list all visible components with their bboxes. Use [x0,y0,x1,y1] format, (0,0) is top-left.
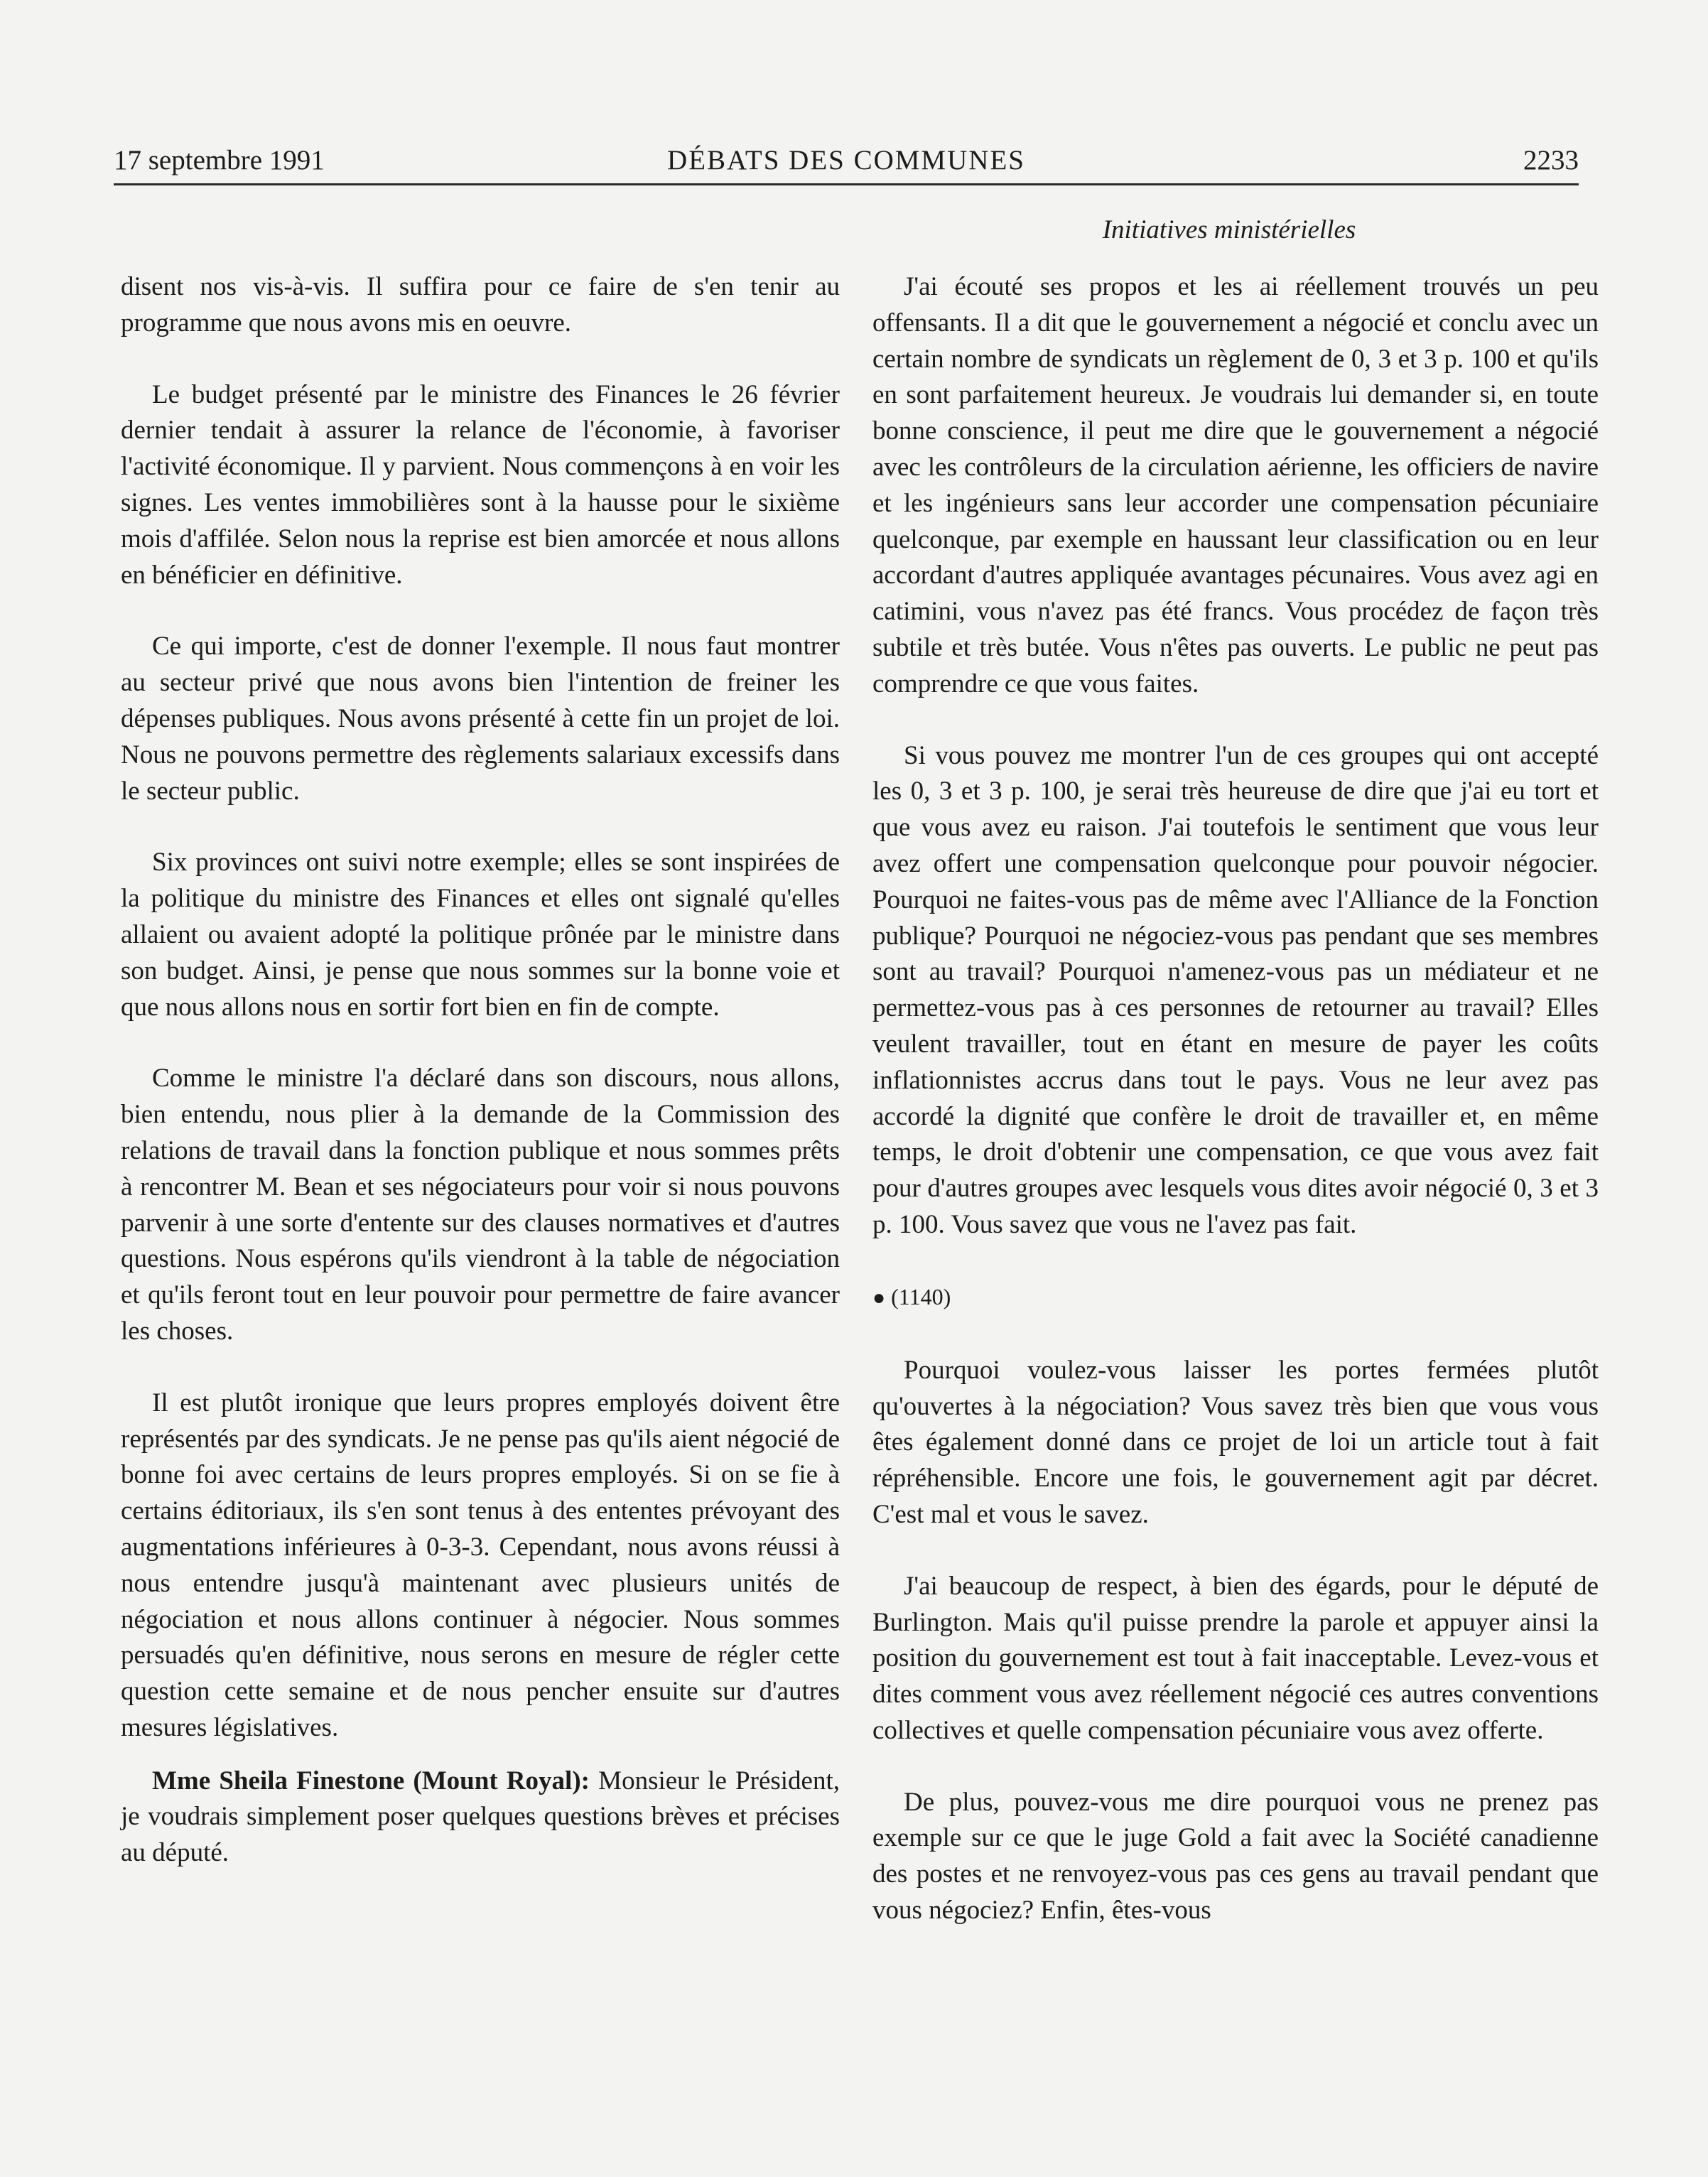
paragraph: Pourquoi voulez-vous laisser les portes fermées plutôt qu'ouvertes à la négociation? Vous savez très bien que vous vous êtes également donné dans ce projet de loi un article tout à fait répréhensible. Encore une fois, le gouvernement agit par décret. C'est mal et vous le savez. [872,1355,1599,1529]
bullet-icon: ● [872,1285,886,1309]
paragraph: J'ai écouté ses propos et les ai réellement trouvés un peu offensants. Il a dit que le gouvernement a négocié et conclu avec un certain nombre de syndicats un règlement de 0, 3 et 3 p. 100 et qu'ils en sont parfaitement heureux. Je voudrais lui demander si, en toute bonne conscience, il peut me dire que le gouvernement a négocié avec les contrôleurs de la circulation aérienne, les officiers de navire et les ingénieurs sans leur accorder une compensation pécuniaire quelconque, par exemple en haussant leur classification ou en leur accordant d'autres appliquée avantages pécunaires. Vous avez agi en catimini, vous n'avez pas été francs. Vous procédez de façon très subtile et très butée. Vous n'êtes pas ouverts. Le public ne peut pas comprendre ce que vous faites. [872,272,1599,698]
header-journal-title: DÉBATS DES COMMUNES [667,145,1025,175]
paragraph: Six provinces ont suivi notre exemple; elles se sont inspirées de la politique du ministre des Finances et elles ont signalé qu'elles allaient ou avaient adopté la politique prônée par le ministre dans son budget. Ainsi, je pense que nous sommes sur la bonne voie et que nous allons nous en sortir fort bien en fin de compte. [121,848,840,1022]
time-marker-text: (1140) [891,1283,951,1309]
speaker-text: Monsieur le Président, je voudrais simplement poser quelques questions brèves et précises au député. [121,1766,841,1868]
paragraph: J'ai beaucoup de respect, à bien des égards, pour le député de Burlington. Mais qu'il puisse prendre la parole et appuyer ainsi la position du gouvernement est tout à fait inacceptable. Levez-vous et dites comment vous avez réellement négocié ces autres conventions collectives et quelle compensation pécuniaire vous avez offerte. [872,1571,1599,1745]
paragraph: De plus, pouvez-vous me dire pourquoi vous ne prenez pas exemple sur ce que le juge Gold a fait avec la Société canadienne des postes et ne renvoyez-vous pas ces gens au travail pendant que vous négociez? Enfin, êtes-vous [872,1787,1599,1925]
paragraph: Comme le ministre l'a déclaré dans son discours, nous allons, bien entendu, nous plier à la demande de la Commission des relations de travail dans la fonction publique et nous sommes prêts à rencontrer M. Bean et ses négociateurs pour voir si nous pouvons parvenir à une sorte d'entente sur des clauses normatives et d'autres questions. Nous espérons qu'ils viendront à la table de négociation et qu'ils feront tout en leur pouvoir pour permettre de faire avancer les choses. [121,1064,840,1346]
paragraph: disent nos vis-à-vis. Il suffira pour ce faire de s'en tenir au programme que nous avons mis en oeuvre. [121,272,840,337]
right-column [872,269,1599,1965]
page-header [114,139,1579,182]
header-rule [114,183,1579,185]
paragraph: Si vous pouvez me montrer l'un de ces groupes qui ont accepté les 0, 3 et 3 p. 100, je serai très heureuse de dire que j'ai eu tort et que vous avez eu raison. J'ai toutefois le sentiment que vous leur avez offert une compensation quelconque pour pouvoir négocier. Pourquoi ne faites-vous pas de même avec l'Alliance de la Fonction publique? Pourquoi ne négociez-vous pas pendant que ses membres sont au travail? Pourquoi n'amenez-vous pas un médiateur et ne permettez-vous pas à ces personnes de retourner au travail? Elles veulent travailler, tout en étant en mesure de payer les coûts inflationnistes accrus dans tout le pays. Vous ne leur avez pas accordé la dignité que confère le droit de travailler et, en même temps, le droit d'obtenir une compensation, ce que vous avez fait pour d'autres groupes avec lesquels vous dites avoir négocié 0, 3 et 3 p. 100. Vous savez que vous ne l'avez pas fait. [872,740,1599,1239]
time-marker [872,1279,1599,1316]
paragraph: Il est plutôt ironique que leurs propres employés doivent être représentés par des syndicats. Je ne pense pas qu'ils aient négocié de bonne foi avec certains de leurs propres employés. Si on se fie à certains éditoriaux, ils s'en sont tenus à des ententes prévoyant des augmentations inférieures à 0-3-3. Cependant, nous avons réussi à nous entendre jusqu'à maintenant avec plusieurs unités de négociation et nous allons continuer à négocier. Nous sommes persuadés qu'en définitive, nous serons en mesure de régler cette question cette semaine et de nous pencher ensuite sur d'autres mesures législatives. [121,1388,840,1742]
paragraph: Ce qui importe, c'est de donner l'exemple. Il nous faut montrer au secteur privé que nous avons bien l'intention de freiner les dépenses publiques. Nous avons présenté à cette fin un projet de loi. Nous ne pouvons permettre des règlements salariaux excessifs dans le secteur public. [121,632,840,806]
section-title: Initiatives ministérielles [1102,215,1356,244]
header-date: 17 septembre 1991 [114,145,325,175]
left-column [121,269,840,1907]
paragraph: Le budget présenté par le ministre des Finances le 26 février dernier tendait à assurer la relance de l'économie, à favoriser l'activité économique. Il y parvient. Nous commençons à en voir les signes. Les ventes immobilières sont à la hausse pour le sixième mois d'affilée. Selon nous la reprise est bien amorcée et nous allons en bénéficier en définitive. [121,379,840,590]
speaker-name: Mme Sheila Finestone (Mount Royal): [152,1766,590,1795]
speaker-paragraph [121,1763,840,1871]
header-page-number: 2233 [1523,145,1579,175]
